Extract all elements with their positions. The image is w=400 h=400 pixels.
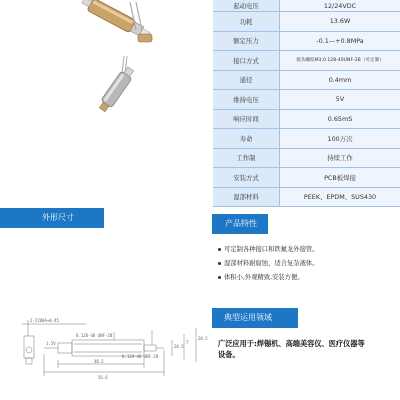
feature-item: 体积小,外观精致,安装方便。 — [218, 272, 304, 281]
spec-row — [213, 129, 400, 149]
applications-text: 广泛应用于:焊锡机、高端美容仪、医疗仪器等设备。 — [218, 339, 365, 359]
drawing-label-thread1: 0.128-40 UNF-2B — [76, 333, 113, 338]
section-title-features: 产品特性 — [225, 219, 257, 228]
bullet-icon — [218, 262, 221, 265]
section-title-dimensions: 外形尺寸 — [42, 213, 74, 222]
drawing-label-dim2: 7 — [186, 340, 189, 345]
spec-label: 湿部材料 — [213, 187, 280, 207]
section-header-applications — [212, 308, 298, 328]
spec-row — [213, 12, 400, 32]
spec-label: 维持电压 — [213, 90, 280, 110]
spec-value: PCB板焊接 — [280, 168, 400, 188]
spec-row — [213, 0, 400, 12]
bullet-icon — [218, 276, 221, 279]
section-header-features — [212, 214, 268, 234]
drawing-label-thread2: 0.128-40 UNF-2B — [122, 354, 159, 359]
spec-value: 12/24VDC — [280, 0, 400, 12]
spec-label: 工作制 — [213, 148, 280, 168]
valve-photo-top — [78, 0, 168, 55]
spec-row — [213, 51, 400, 71]
section-header-dimensions — [0, 208, 104, 228]
spec-label: 安装方式 — [213, 168, 280, 188]
spec-value: 持续工作 — [280, 148, 400, 168]
feature-item: 湿部材料耐腐蚀，适合复杂液体。 — [218, 258, 318, 267]
drawing-label-dim3: 20.5 — [198, 336, 208, 341]
spec-row — [213, 70, 400, 90]
spec-label: 通径 — [213, 70, 280, 90]
spec-label: 额定压力 — [213, 31, 280, 51]
spec-value: 100万次 — [280, 129, 400, 149]
drawing-label-dim1: 20.5 — [174, 344, 184, 349]
drawing-label-left: 1.5V — [46, 341, 56, 346]
spec-value: 0.65mS — [280, 109, 400, 129]
spec-row — [213, 90, 400, 110]
feature-item: 可定制各种接口和铁氟龙外接管。 — [218, 244, 318, 253]
spec-value: 0.4mm — [280, 70, 400, 90]
spec-label: 寿命 — [213, 129, 280, 149]
spec-label: 接口方式 — [213, 51, 280, 71]
spec-value: 13.6W — [280, 12, 400, 32]
spec-label: 响应时间 — [213, 109, 280, 129]
spec-row — [213, 31, 400, 51]
spec-label: 起动电压 — [213, 0, 280, 12]
drawing-label-len1: 40.5 — [94, 359, 104, 364]
spec-row — [213, 148, 400, 168]
spec-label: 功耗 — [213, 12, 280, 32]
spec-value: -0.1—+0.8MPa — [280, 31, 400, 51]
bullet-icon — [218, 248, 221, 251]
spec-value: 接头螺纹M3:0.128-40UNF-2B（可定制） — [280, 51, 400, 71]
dimension-drawing — [14, 314, 208, 384]
spec-value: PEEK、EPDM、SUS430 — [280, 187, 400, 207]
valve-photo-bottom — [88, 56, 148, 116]
drawing-label-top: 2-2200A+0.45 — [30, 318, 59, 323]
spec-row — [213, 187, 400, 207]
spec-table — [213, 0, 400, 207]
section-title-applications: 典型运用领域 — [224, 313, 272, 322]
drawing-label-len2: 56.6 — [98, 375, 108, 380]
spec-row — [213, 168, 400, 188]
spec-row — [213, 109, 400, 129]
spec-value: 5V — [280, 90, 400, 110]
